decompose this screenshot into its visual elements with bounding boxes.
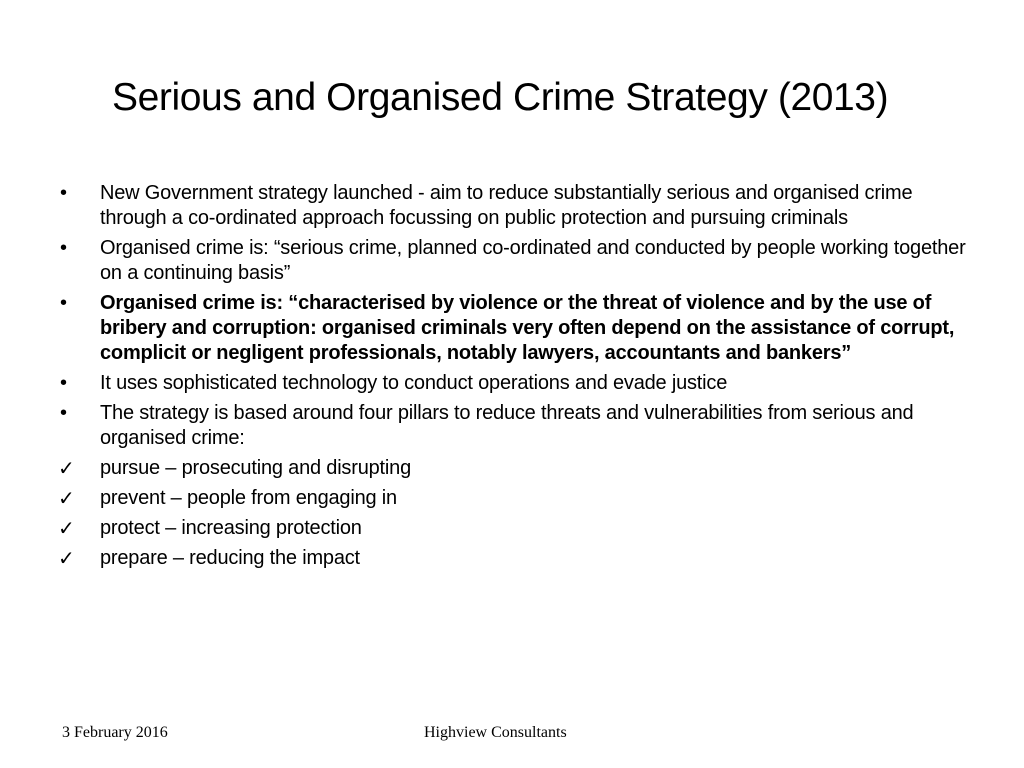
checkmark-icon: ✓ [58, 458, 75, 480]
slide-title: Serious and Organised Crime Strategy (2013) [112, 76, 889, 119]
list-item-text: Organised crime is: “characterised by violence or the threat of violence and by the use of bribery and corruption: organised criminals very often depend on the assistance of corrupt, complicit or negligent professionals, notably lawyers, accountants and bankers” [100, 292, 955, 364]
list-item [56, 401, 974, 451]
list-item [56, 291, 974, 366]
list-item-text: prevent – people from engaging in [100, 487, 397, 509]
bullet-dot-icon: • [60, 402, 67, 424]
list-item [56, 236, 974, 286]
list-item-text: protect – increasing protection [100, 517, 362, 539]
list-item-text: The strategy is based around four pillars to reduce threats and vulnerabilities from serious and organised crime: [100, 402, 914, 449]
footer-date: 3 February 2016 [62, 724, 168, 741]
list-item [56, 456, 974, 481]
list-item-text: New Government strategy launched - aim to reduce substantially serious and organised crime through a co-ordinated approach focussing on public protection and pursuing criminals [100, 182, 913, 229]
bullet-dot-icon: • [60, 182, 67, 204]
list-item [56, 371, 974, 396]
footer-company: Highview Consultants [424, 724, 567, 741]
list-item-text: It uses sophisticated technology to conduct operations and evade justice [100, 372, 728, 394]
list-item [56, 516, 974, 541]
checkmark-icon: ✓ [58, 518, 75, 540]
list-item-text: prepare – reducing the impact [100, 547, 360, 569]
bullet-dot-icon: • [60, 372, 67, 394]
list-item-text: pursue – prosecuting and disrupting [100, 457, 411, 479]
checkmark-icon: ✓ [58, 548, 75, 570]
list-item [56, 486, 974, 511]
checkmark-icon: ✓ [58, 488, 75, 510]
list-item [56, 546, 974, 571]
bullet-list [56, 181, 974, 576]
bullet-dot-icon: • [60, 237, 67, 259]
list-item [56, 181, 974, 231]
list-item-text: Organised crime is: “serious crime, planned co-ordinated and conducted by people working together on a continuing basis” [100, 237, 966, 284]
bullet-dot-icon: • [60, 292, 67, 314]
